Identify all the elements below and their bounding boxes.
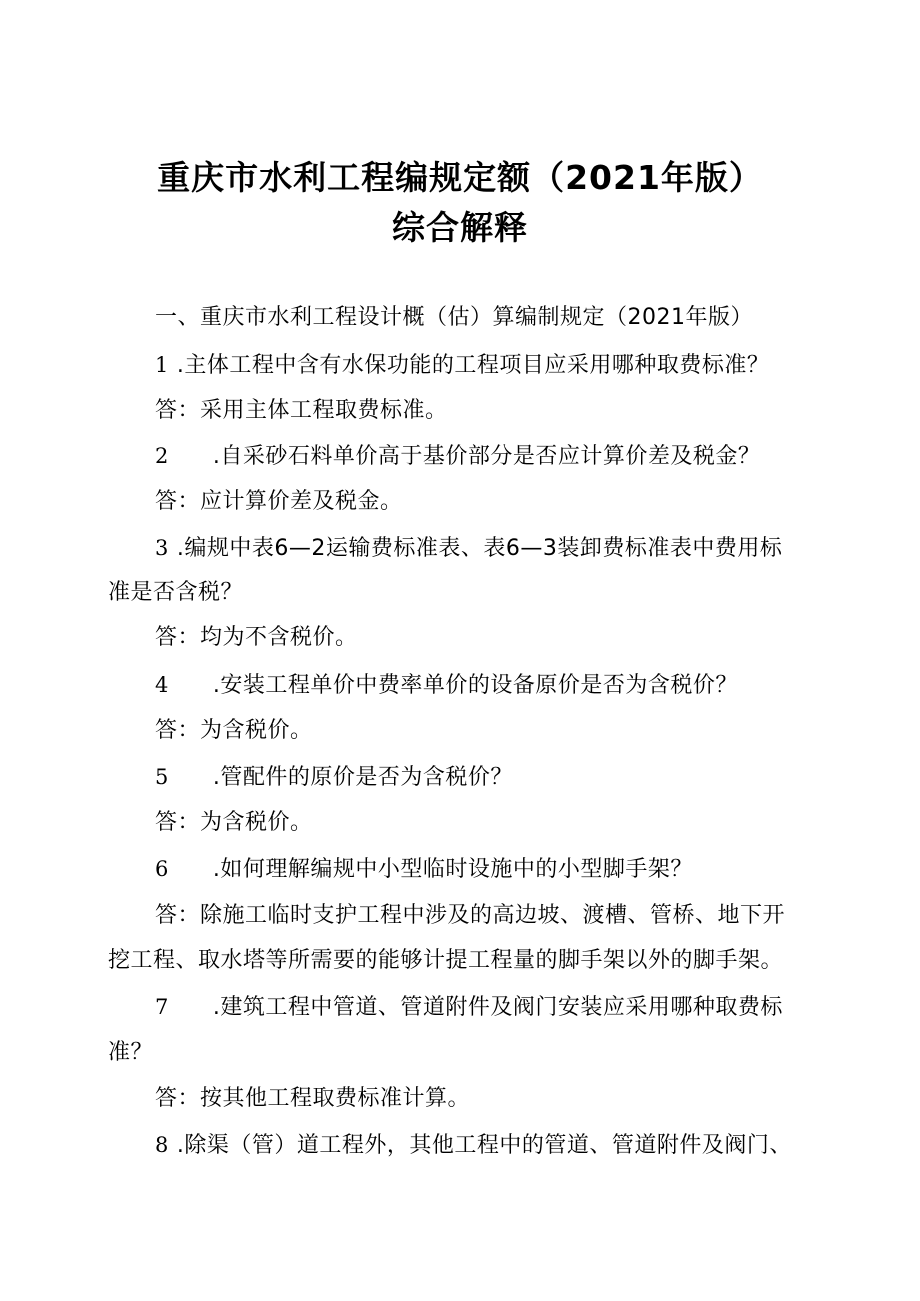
- question-4: [0, 670, 920, 701]
- question-6: [0, 854, 920, 885]
- question-number: 6: [155, 857, 169, 881]
- document-subtitle: 综合解释: [392, 208, 528, 247]
- answer-7: 答：按其他工程取费标准计算。: [155, 1086, 471, 1111]
- question-text: .主体工程中含有水保功能的工程项目应采用哪种取费标准？: [176, 353, 770, 378]
- question-number: 7: [155, 995, 169, 1019]
- question-number: 4: [155, 673, 169, 697]
- question-7-continued: 准？: [108, 1040, 154, 1065]
- question-1: [0, 350, 920, 381]
- answer-6-continued: 挖工程、取水塔等所需要的能够计提工程量的脚手架以外的脚手架。: [108, 948, 784, 973]
- section-heading: 一、重庆市水利工程设计概（估）算编制规定（2021年版）: [155, 305, 753, 330]
- question-5: [0, 762, 920, 793]
- question-number: 1: [155, 353, 169, 377]
- question-number: 8: [155, 1133, 169, 1157]
- question-text: .如何理解编规中小型临时设施中的小型脚手架？: [212, 857, 693, 882]
- answer-4: 答：为含税价。: [155, 718, 313, 743]
- document-title: 重庆市水利工程编规定额（2021年版）: [157, 158, 763, 197]
- answer-2: 答：应计算价差及税金。: [155, 489, 403, 514]
- question-text: .建筑工程中管道、管道附件及阀门安装应采用哪种取费标: [212, 995, 783, 1020]
- answer-1: 答：采用主体工程取费标准。: [155, 398, 448, 423]
- question-number: 2: [155, 444, 169, 468]
- question-text: .管配件的原价是否为含税价？: [212, 765, 513, 790]
- question-text: .安装工程单价中费率单价的设备原价是否为含税价？: [212, 673, 738, 698]
- answer-3: 答：均为不含税价。: [155, 625, 358, 650]
- question-text: .自采砂石料单价高于基价部分是否应计算价差及税金？: [212, 444, 761, 469]
- question-number: 5: [155, 765, 169, 789]
- question-3: [0, 533, 920, 564]
- question-number: 3: [155, 536, 169, 560]
- question-8: [0, 1130, 920, 1161]
- answer-6: 答：除施工临时支护工程中涉及的高边坡、渡槽、管桥、地下开: [155, 903, 786, 928]
- answer-5: 答：为含税价。: [155, 810, 313, 835]
- question-text: .编规中表6—2运输费标准表、表6—3装卸费标准表中费用标: [176, 536, 783, 561]
- question-7: [0, 992, 920, 1023]
- question-3-continued: 准是否含税？: [108, 580, 244, 605]
- question-2: [0, 441, 920, 472]
- question-text: .除渠（管）道工程外，其他工程中的管道、管道附件及阀门、: [176, 1133, 792, 1158]
